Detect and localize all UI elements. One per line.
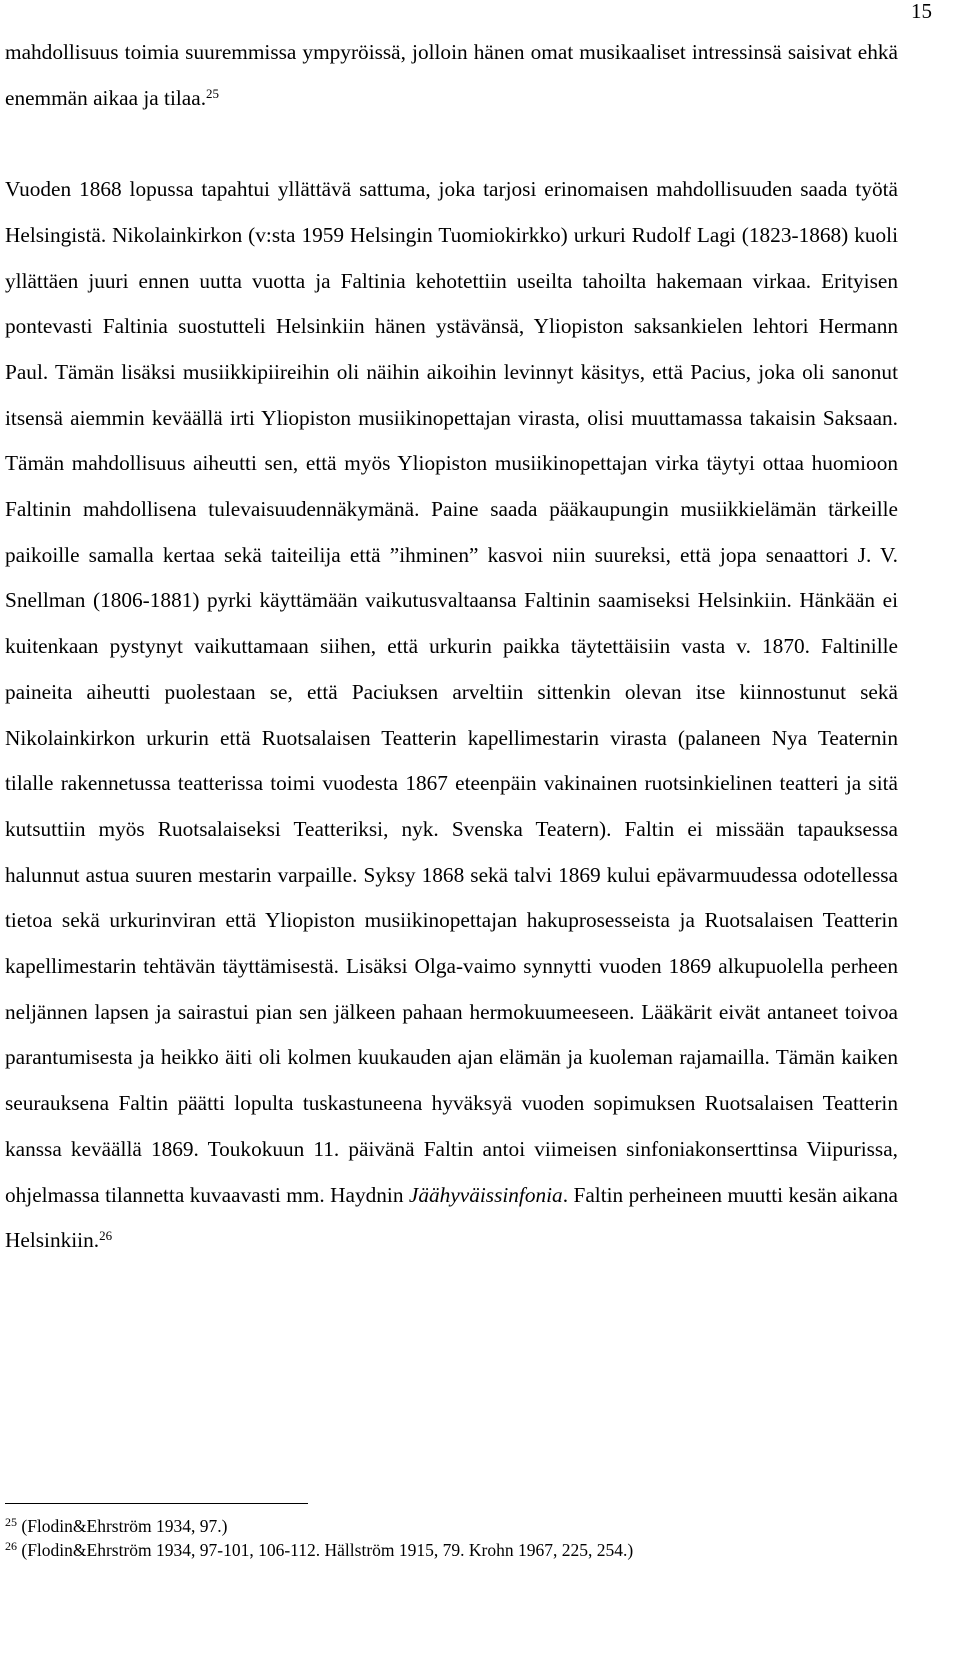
footnote-text: (Flodin&Ehrström 1934, 97-101, 106-112. Hällström 1915, 79. Krohn 1967, 225, 254.): [21, 1540, 634, 1560]
work-title: Jäähyväissinfonia: [408, 1182, 563, 1207]
footnote-separator: [5, 1503, 308, 1504]
body-text: [5, 30, 898, 1264]
footnote-reference: 25: [206, 85, 220, 101]
footnote-number: 26: [5, 1539, 17, 1553]
footnote-number: 25: [5, 1515, 17, 1529]
footnote: [5, 1514, 905, 1538]
paragraph-text: . Faltin perheineen muutti kesän aikana Helsinkiin.: [5, 1182, 898, 1253]
footnote-reference: 26: [99, 1228, 113, 1244]
paragraph-text: Vuoden 1868 lopussa tapahtui yllättävä sattuma, joka tarjosi erinomaisen mahdollisuuden saada työtä Helsingistä. Nikolainkirkon (v:sta 1959 Helsingin Tuomiokirkko) urkuri Rudolf Lagi (1823-1868) kuoli yllättäen juuri ennen uutta vuotta ja Faltinia kehotettiin useilta tahoilta hakemaan virkaa. Erityisen pontevasti Faltinia suostutteli Helsinkiin hänen ystävänsä, Yliopiston saksankielen lehtori Hermann Paul. Tämän lisäksi musiikkipiireihin oli näihin aikoihin levinnyt käsitys, että Pacius, joka oli sanonut itsensä aiemmin keväällä irti Yliopiston musiikinopettajan virasta, olisi muuttamassa takaisin Saksaan. Tämän mahdollisuus aiheutti sen, että myös Yliopiston musiikinopettajan virka täytyi ottaa huomioon Faltinin mahdollisena tulevaisuudennäkymänä. Paine saada pääkaupungin musiikkielämän tärkeille paikoille samalla kertaa sekä taiteilija että ”ihminen” kasvoi niin suureksi, että jopa senaattori J. V. Snellman (1806-1881) pyrki käyttämään vaikutusvaltaansa Faltinin saamiseksi Helsinkiin. Hänkään ei kuitenkaan pystynyt vaikuttamaan siihen, että urkurin paikka täytettäisiin vasta v. 1870. Faltinille paineita aiheutti puolestaan se, että Paciuksen arveltiin sittenkin olevan itse kiinnostunut sekä Nikolainkirkon urkurin että Ruotsalaisen Teatterin kapellimestarin virasta (palaneen Nya Teaternin tilalle rakennetussa teatterissa toimi vuodesta 1867 eteenpäin vakinainen ruotsinkielinen teatteri ja sitä kutsuttiin myös Ruotsalaiseksi Teatteriksi, nyk. Svenska Teatern). Faltin ei missään tapauksessa halunnut astua suuren mestarin varpaille. Syksy 1868 sekä talvi 1869 kului epävarmuudessa odotellessa tietoa sekä urkurinviran että Yliopiston musiikinopettajan hakuprosesseista ja Ruotsalaisen Teatterin kapellimestarin tehtävän täyttämisestä. Lisäksi Olga-vaimo synnytti vuoden 1869 alkupuolella perheen neljännen lapsen ja sairastui pian sen jälkeen pahaan hermokuumeeseen. Lääkärit eivät antaneet toivoa parantumisesta ja heikko äiti oli kolmen kuukauden ajan elämän ja kuoleman rajamailla. Tämän kaiken seurauksena Faltin päätti lopulta tuskastuneena hyväksyä vuoden sopimuksen Ruotsalaisen Teatterin kanssa keväällä 1869. Toukokuun 11. päivänä Faltin antoi viimeisen sinfoniakonserttinsa Viipurissa, ohjelmassa tilannetta kuvaavasti mm. Haydnin: [5, 177, 898, 1207]
footnotes: [5, 1514, 905, 1562]
footnote: [5, 1538, 905, 1562]
footnote-text: (Flodin&Ehrström 1934, 97.): [21, 1516, 228, 1536]
page-number: 15: [911, 0, 932, 23]
paragraph-text: mahdollisuus toimia suuremmissa ympyröissä, jolloin hänen omat musikaaliset intressinsä saisivat ehkä enemmän aikaa ja tilaa.: [5, 40, 898, 110]
paragraph: [5, 30, 898, 121]
paragraph: [5, 167, 898, 1264]
